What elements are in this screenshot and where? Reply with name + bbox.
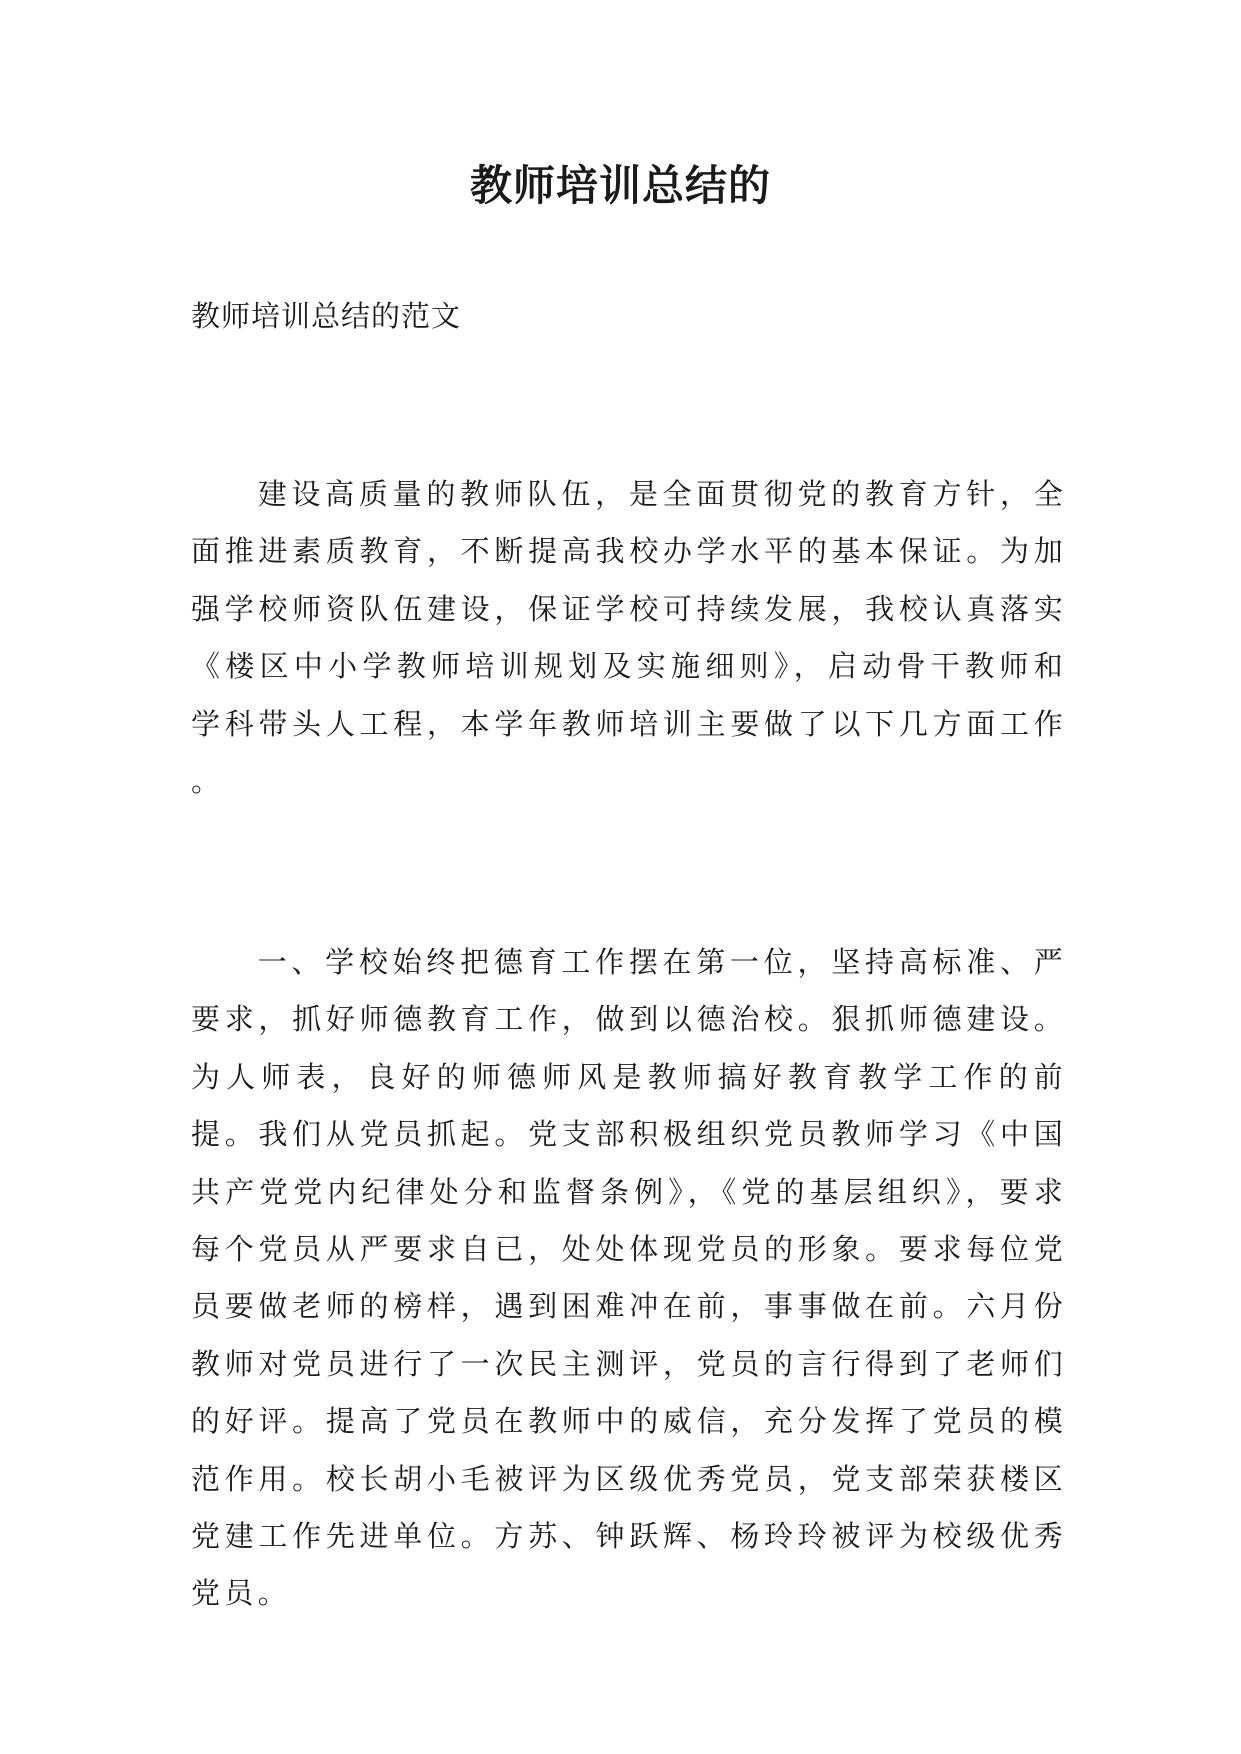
document-subtitle: 教师培训总结的范文 (191, 299, 462, 333)
document-title: 教师培训总结的 (469, 161, 771, 210)
body-paragraph-section-one: 一、学校始终把德育工作摆在第一位，坚持高标准、严要求，抓好师德教育工作，做到以德治校。狠抓师德建设。为人师表，良好的师德师风是教师搞好教育教学工作的前提。我们从党员抓起。党支部积极组织党员教师学习《中国共产党党内纪律处分和监督条例》，《党的基层组织》，要求每个党员从严要求自已，处处体现党员的形象。要求每位党员要做老师的榜样，遇到困难冲在前，事事做在前。六月份教师对党员进行了一次民主测评，党员的言行得到了老师们的好评。提高了党员在教师中的威信，充分发挥了党员的模范作用。校长胡小毛被评为区级优秀党员，党支部荣获楼区党建工作先进单位。方苏、钟跃辉、杨玲玲被评为校级优秀党员。 (191, 945, 1067, 1611)
body-paragraph-intro: 建设高质量的教师队伍，是全面贯彻党的教育方针，全面推进素质教育，不断提高我校办学水平的基本保证。为加强学校师资队伍建设，保证学校可持续发展，我校认真落实《楼区中小学教师培训规划及实施细则》，启动骨干教师和学科带头人工程，本学年教师培训主要做了以下几方面工作 。 (191, 477, 1067, 799)
